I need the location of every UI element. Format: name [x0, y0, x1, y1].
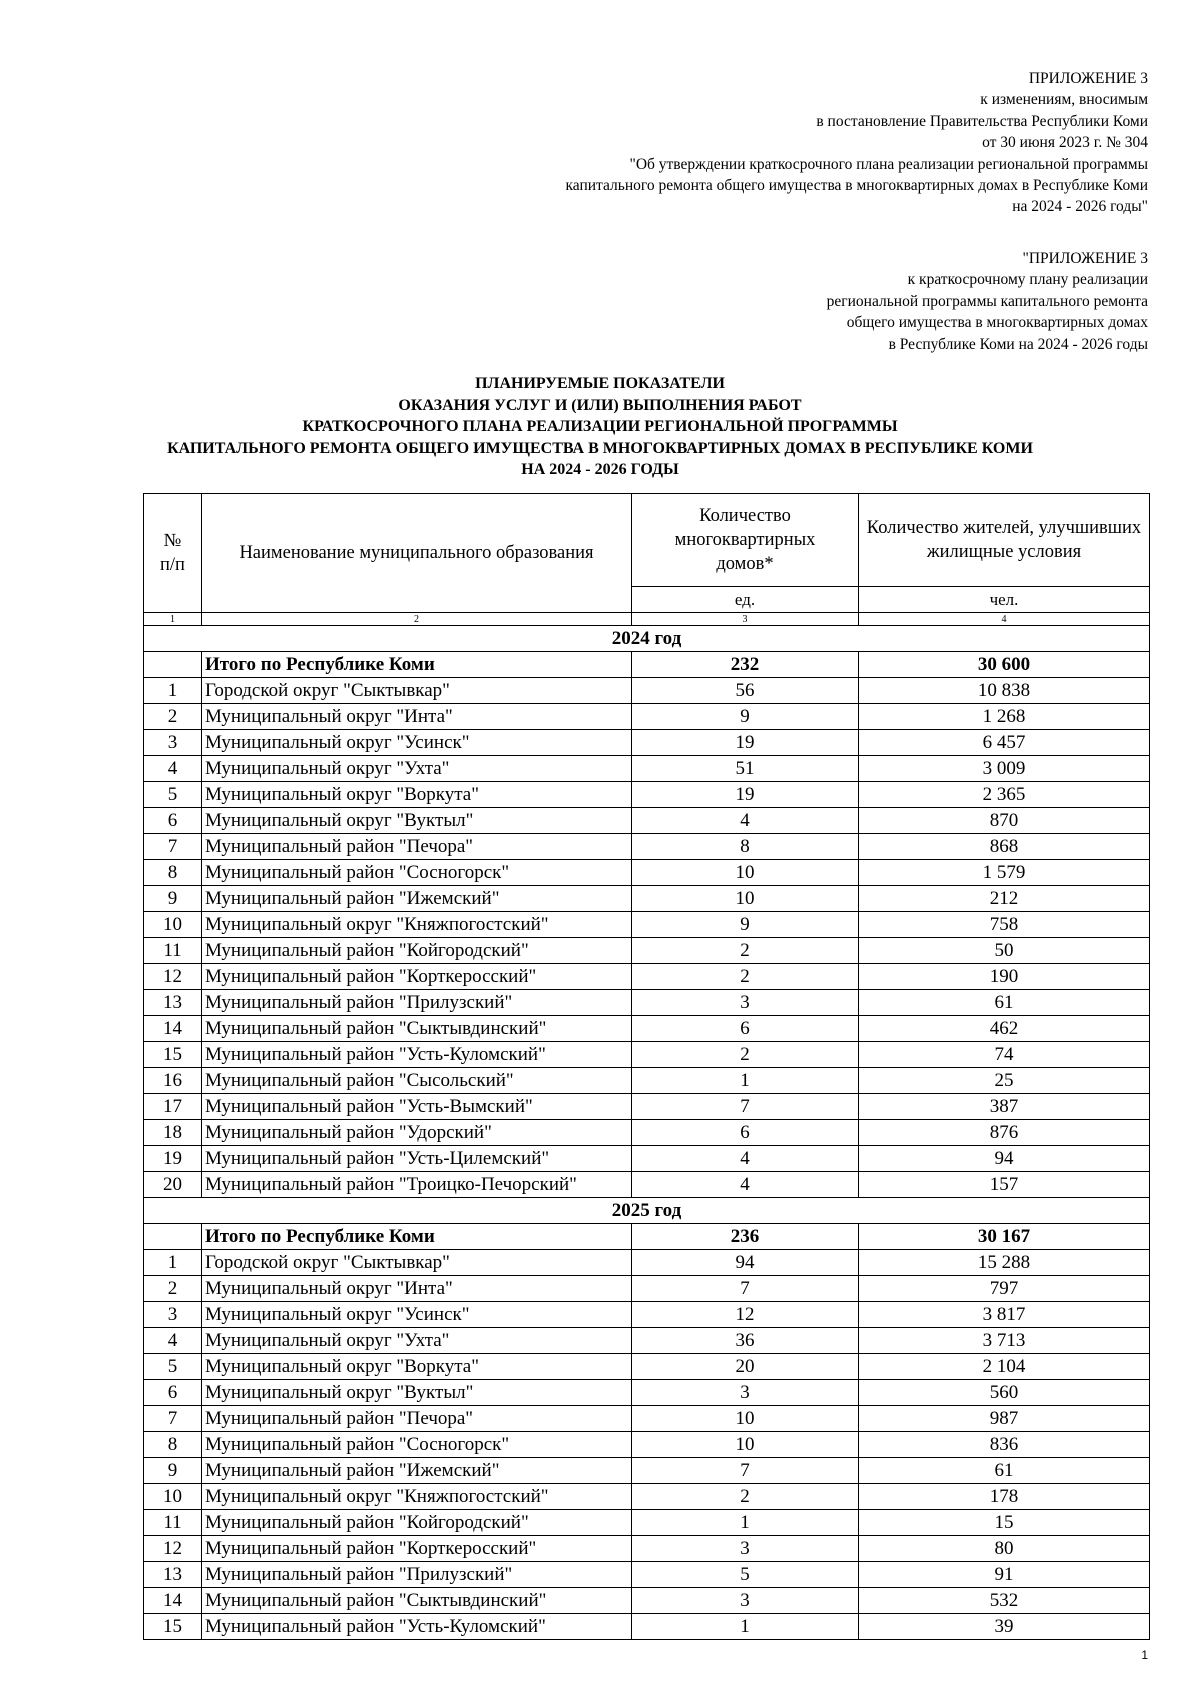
residents-count: 190 — [859, 964, 1150, 990]
municipality-name: Муниципальный округ "Воркута" — [202, 782, 632, 808]
residents-count: 157 — [859, 1172, 1150, 1198]
residents-count: 1 268 — [859, 704, 1150, 730]
table-row — [144, 782, 1150, 808]
municipality-name: Муниципальный район "Сосногорск" — [202, 1432, 632, 1458]
residents-count: 80 — [859, 1536, 1150, 1562]
row-num: 6 — [144, 808, 202, 834]
appendix-line: на 2024 - 2026 годы" — [1012, 198, 1148, 216]
row-num: 7 — [144, 834, 202, 860]
residents-count: 532 — [859, 1588, 1150, 1614]
appendix-line: "ПРИЛОЖЕНИЕ 3 — [1022, 250, 1148, 267]
appendix-line: к краткосрочному плану реализации — [907, 271, 1148, 289]
total-houses: 232 — [632, 652, 859, 678]
municipality-name: Муниципальный район "Троицко-Печорский" — [202, 1172, 632, 1198]
row-num: 19 — [144, 1146, 202, 1172]
row-num: 8 — [144, 860, 202, 886]
houses-count: 1 — [632, 1614, 859, 1640]
municipality-name: Муниципальный район "Сыктывдинский" — [202, 1016, 632, 1042]
header-houses: Количество многоквартирных домов* — [632, 494, 859, 587]
row-num: 16 — [144, 1068, 202, 1094]
municipality-name: Муниципальный округ "Инта" — [202, 1276, 632, 1302]
column-numbers-row — [144, 613, 1150, 626]
year-heading: 2025 год — [144, 1198, 1150, 1224]
total-row — [144, 652, 1150, 678]
row-num: 10 — [144, 912, 202, 938]
table-row — [144, 1380, 1150, 1406]
residents-count: 50 — [859, 938, 1150, 964]
row-num: 7 — [144, 1406, 202, 1432]
municipality-name: Муниципальный район "Ижемский" — [202, 886, 632, 912]
houses-count: 10 — [632, 1432, 859, 1458]
residents-count: 836 — [859, 1432, 1150, 1458]
table-row — [144, 1510, 1150, 1536]
table-row — [144, 938, 1150, 964]
unit-residents: чел. — [859, 587, 1150, 613]
row-num: 6 — [144, 1380, 202, 1406]
residents-count: 758 — [859, 912, 1150, 938]
header-num: № п/п — [144, 494, 202, 613]
residents-count: 94 — [859, 1146, 1150, 1172]
row-num: 3 — [144, 1302, 202, 1328]
houses-count: 9 — [632, 704, 859, 730]
houses-count: 5 — [632, 1562, 859, 1588]
houses-count: 19 — [632, 730, 859, 756]
houses-count: 2 — [632, 938, 859, 964]
appendix-line: "Об утверждении краткосрочного плана реализации региональной программы — [629, 155, 1148, 173]
title-line: НА 2024 - 2026 ГОДЫ — [521, 461, 679, 478]
houses-count: 3 — [632, 1380, 859, 1406]
total-houses: 236 — [632, 1224, 859, 1250]
title-line: КАПИТАЛЬНОГО РЕМОНТА ОБЩЕГО ИМУЩЕСТВА В МНОГОКВАРТИРНЫХ ДОМАХ В РЕСПУБЛИКЕ КОМИ — [167, 439, 1033, 457]
row-num: 14 — [144, 1016, 202, 1042]
header-name: Наименование муниципального образования — [202, 494, 632, 613]
municipality-name: Муниципальный район "Койгородский" — [202, 1510, 632, 1536]
row-num: 20 — [144, 1172, 202, 1198]
table-row — [144, 834, 1150, 860]
table-row — [144, 1536, 1150, 1562]
houses-count: 4 — [632, 1172, 859, 1198]
residents-count: 560 — [859, 1380, 1150, 1406]
table-row — [144, 990, 1150, 1016]
column-number: 1 — [144, 613, 202, 626]
table-row — [144, 1328, 1150, 1354]
row-num: 12 — [144, 964, 202, 990]
table-row — [144, 1068, 1150, 1094]
municipality-name: Муниципальный район "Усть-Вымский" — [202, 1094, 632, 1120]
municipality-name: Муниципальный округ "Усинск" — [202, 1302, 632, 1328]
appendix-header-amendment — [566, 68, 1149, 218]
table-row — [144, 1614, 1150, 1640]
appendix-line: региональной программы капитального ремонта — [826, 292, 1148, 310]
row-num: 2 — [144, 1276, 202, 1302]
houses-count: 6 — [632, 1120, 859, 1146]
table-row — [144, 1302, 1150, 1328]
residents-count: 3 009 — [859, 756, 1150, 782]
municipality-name: Муниципальный район "Корткеросский" — [202, 964, 632, 990]
column-number: 2 — [202, 613, 632, 626]
municipality-name: Муниципальный район "Усть-Цилемский" — [202, 1146, 632, 1172]
houses-count: 2 — [632, 964, 859, 990]
row-num: 18 — [144, 1120, 202, 1146]
appendix-line: к изменениям, вносимым — [980, 91, 1148, 109]
residents-count: 15 — [859, 1510, 1150, 1536]
municipality-name: Муниципальный район "Койгородский" — [202, 938, 632, 964]
municipality-name: Муниципальный район "Усть-Куломский" — [202, 1614, 632, 1640]
houses-count: 56 — [632, 678, 859, 704]
year-section-row — [144, 1198, 1150, 1224]
total-row — [144, 1224, 1150, 1250]
houses-count: 6 — [632, 1016, 859, 1042]
residents-count: 178 — [859, 1484, 1150, 1510]
row-num: 5 — [144, 1354, 202, 1380]
table-row — [144, 912, 1150, 938]
row-num: 13 — [144, 990, 202, 1016]
row-num: 8 — [144, 1432, 202, 1458]
houses-count: 3 — [632, 1536, 859, 1562]
table-row — [144, 756, 1150, 782]
row-num: 9 — [144, 1458, 202, 1484]
table-row — [144, 1250, 1150, 1276]
table-row — [144, 1094, 1150, 1120]
total-num-cell — [144, 1224, 202, 1250]
residents-count: 3 817 — [859, 1302, 1150, 1328]
houses-count: 3 — [632, 990, 859, 1016]
table-row — [144, 704, 1150, 730]
residents-count: 2 365 — [859, 782, 1150, 808]
houses-count: 10 — [632, 860, 859, 886]
residents-count: 462 — [859, 1016, 1150, 1042]
municipality-name: Муниципальный район "Сыктывдинский" — [202, 1588, 632, 1614]
table-row — [144, 1458, 1150, 1484]
municipality-name: Муниципальный район "Сосногорск" — [202, 860, 632, 886]
houses-count: 10 — [632, 886, 859, 912]
table-row — [144, 1588, 1150, 1614]
page-number: 1 — [1141, 1648, 1148, 1662]
table-row — [144, 1016, 1150, 1042]
appendix-line: капитального ремонта общего имущества в многоквартирных домах в Республике Коми — [565, 177, 1148, 195]
row-num: 17 — [144, 1094, 202, 1120]
document-title — [0, 373, 1200, 481]
residents-count: 987 — [859, 1406, 1150, 1432]
residents-count: 74 — [859, 1042, 1150, 1068]
municipality-name: Муниципальный округ "Ухта" — [202, 756, 632, 782]
unit-houses: ед. — [632, 587, 859, 613]
houses-count: 1 — [632, 1510, 859, 1536]
municipality-name: Муниципальный округ "Воркута" — [202, 1354, 632, 1380]
residents-count: 212 — [859, 886, 1150, 912]
table-row — [144, 1042, 1150, 1068]
houses-count: 4 — [632, 1146, 859, 1172]
municipality-name: Муниципальный округ "Усинск" — [202, 730, 632, 756]
municipality-name: Муниципальный округ "Княжпогостский" — [202, 1484, 632, 1510]
column-number: 4 — [859, 613, 1150, 626]
residents-count: 39 — [859, 1614, 1150, 1640]
residents-count: 870 — [859, 808, 1150, 834]
residents-count: 868 — [859, 834, 1150, 860]
row-num: 15 — [144, 1042, 202, 1068]
houses-count: 10 — [632, 1406, 859, 1432]
municipality-name: Муниципальный округ "Ухта" — [202, 1328, 632, 1354]
residents-count: 61 — [859, 1458, 1150, 1484]
residents-count: 3 713 — [859, 1328, 1150, 1354]
table-row — [144, 808, 1150, 834]
houses-count: 8 — [632, 834, 859, 860]
houses-count: 51 — [632, 756, 859, 782]
municipality-name: Муниципальный округ "Вуктыл" — [202, 808, 632, 834]
total-num-cell — [144, 652, 202, 678]
houses-count: 9 — [632, 912, 859, 938]
residents-count: 25 — [859, 1068, 1150, 1094]
title-line: ОКАЗАНИЯ УСЛУГ И (ИЛИ) ВЫПОЛНЕНИЯ РАБОТ — [398, 396, 802, 414]
year-section-row — [144, 626, 1150, 652]
total-residents: 30 600 — [859, 652, 1150, 678]
title-line: КРАТКОСРОЧНОГО ПЛАНА РЕАЛИЗАЦИИ РЕГИОНАЛЬНОЙ ПРОГРАММЫ — [302, 418, 898, 435]
table-row — [144, 1276, 1150, 1302]
table-row — [144, 1562, 1150, 1588]
municipality-name: Муниципальный район "Удорский" — [202, 1120, 632, 1146]
row-num: 9 — [144, 886, 202, 912]
total-label: Итого по Республике Коми — [202, 652, 632, 678]
row-num: 11 — [144, 1510, 202, 1536]
table-row — [144, 730, 1150, 756]
table-row — [144, 964, 1150, 990]
residents-count: 15 288 — [859, 1250, 1150, 1276]
houses-count: 19 — [632, 782, 859, 808]
houses-count: 4 — [632, 808, 859, 834]
row-num: 4 — [144, 1328, 202, 1354]
table-row — [144, 1354, 1150, 1380]
residents-count: 2 104 — [859, 1354, 1150, 1380]
houses-count: 94 — [632, 1250, 859, 1276]
row-num: 11 — [144, 938, 202, 964]
municipality-name: Муниципальный район "Печора" — [202, 834, 632, 860]
residents-count: 876 — [859, 1120, 1150, 1146]
municipality-name: Муниципальный округ "Княжпогостский" — [202, 912, 632, 938]
appendix-line: ПРИЛОЖЕНИЕ 3 — [1028, 70, 1148, 87]
municipality-name: Муниципальный район "Печора" — [202, 1406, 632, 1432]
year-heading: 2024 год — [144, 626, 1150, 652]
houses-count: 7 — [632, 1276, 859, 1302]
houses-count: 7 — [632, 1458, 859, 1484]
row-num: 15 — [144, 1614, 202, 1640]
houses-count: 36 — [632, 1328, 859, 1354]
residents-count: 10 838 — [859, 678, 1150, 704]
residents-count: 6 457 — [859, 730, 1150, 756]
total-residents: 30 167 — [859, 1224, 1150, 1250]
municipality-name: Муниципальный район "Сысольский" — [202, 1068, 632, 1094]
appendix-line: в Республике Коми на 2024 - 2026 годы — [888, 335, 1148, 353]
municipality-name: Муниципальный район "Корткеросский" — [202, 1536, 632, 1562]
residents-count: 91 — [859, 1562, 1150, 1588]
municipality-name: Городской округ "Сыктывкар" — [202, 1250, 632, 1276]
appendix-line: в постановление Правительства Республики Коми — [816, 112, 1148, 130]
row-num: 1 — [144, 1250, 202, 1276]
row-num: 1 — [144, 678, 202, 704]
row-num: 5 — [144, 782, 202, 808]
table-row — [144, 1432, 1150, 1458]
residents-count: 797 — [859, 1276, 1150, 1302]
table-row — [144, 678, 1150, 704]
table-row — [144, 860, 1150, 886]
row-num: 3 — [144, 730, 202, 756]
houses-count: 20 — [632, 1354, 859, 1380]
appendix-line: общего имущества в многоквартирных домах — [846, 314, 1148, 332]
table-row — [144, 1406, 1150, 1432]
row-num: 10 — [144, 1484, 202, 1510]
residents-count: 1 579 — [859, 860, 1150, 886]
table-row — [144, 1146, 1150, 1172]
row-num: 13 — [144, 1562, 202, 1588]
municipality-name: Городской округ "Сыктывкар" — [202, 678, 632, 704]
municipality-name: Муниципальный округ "Инта" — [202, 704, 632, 730]
houses-count: 2 — [632, 1484, 859, 1510]
appendix-header-plan — [827, 248, 1148, 355]
row-num: 14 — [144, 1588, 202, 1614]
table-row — [144, 1484, 1150, 1510]
title-line: ПЛАНИРУЕМЫЕ ПОКАЗАТЕЛИ — [475, 375, 725, 392]
houses-count: 7 — [632, 1094, 859, 1120]
row-num: 4 — [144, 756, 202, 782]
row-num: 12 — [144, 1536, 202, 1562]
municipality-name: Муниципальный район "Усть-Куломский" — [202, 1042, 632, 1068]
houses-count: 2 — [632, 1042, 859, 1068]
houses-count: 12 — [632, 1302, 859, 1328]
houses-count: 3 — [632, 1588, 859, 1614]
indicators-table — [143, 493, 1150, 1640]
residents-count: 387 — [859, 1094, 1150, 1120]
residents-count: 61 — [859, 990, 1150, 1016]
table-row — [144, 1172, 1150, 1198]
table-row — [144, 886, 1150, 912]
row-num: 2 — [144, 704, 202, 730]
table-row — [144, 1120, 1150, 1146]
total-label: Итого по Республике Коми — [202, 1224, 632, 1250]
municipality-name: Муниципальный район "Прилузский" — [202, 1562, 632, 1588]
municipality-name: Муниципальный район "Прилузский" — [202, 990, 632, 1016]
municipality-name: Муниципальный район "Ижемский" — [202, 1458, 632, 1484]
municipality-name: Муниципальный округ "Вуктыл" — [202, 1380, 632, 1406]
appendix-line: от 30 июня 2023 г. № 304 — [982, 134, 1148, 152]
header-residents: Количество жителей, улучшивших жилищные условия — [859, 494, 1150, 587]
table-header-row — [144, 494, 1150, 587]
houses-count: 1 — [632, 1068, 859, 1094]
column-number: 3 — [632, 613, 859, 626]
